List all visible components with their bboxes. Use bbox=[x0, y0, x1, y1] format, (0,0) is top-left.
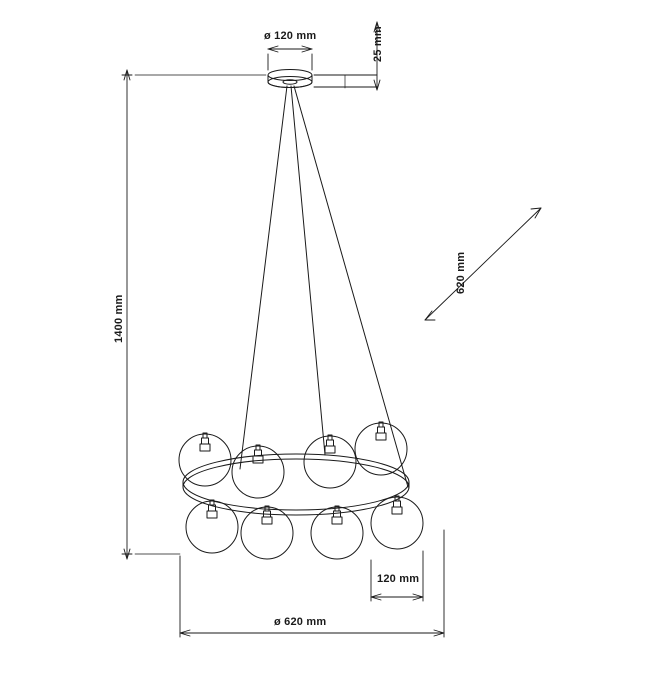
label-canopy-height: 25 mm bbox=[372, 26, 384, 62]
label-diagonal-depth: 620 mm bbox=[455, 251, 467, 294]
lamp-front-3 bbox=[311, 506, 363, 559]
lamp-back-1 bbox=[179, 433, 231, 486]
canopy bbox=[268, 70, 312, 88]
ring bbox=[183, 454, 409, 515]
dimension-diagonal-depth bbox=[425, 208, 541, 320]
label-canopy-diameter: ø 120 mm bbox=[264, 30, 317, 42]
lamp-front-1 bbox=[186, 500, 238, 553]
dimension-total-height bbox=[122, 70, 268, 559]
lamp-back-2 bbox=[232, 445, 284, 498]
dimension-canopy-diameter bbox=[268, 46, 312, 70]
label-ring-diameter: ø 620 mm bbox=[274, 616, 327, 628]
lamp-front-4 bbox=[371, 496, 423, 549]
label-globe-diameter: 120 mm bbox=[377, 573, 420, 585]
lamp-back-4 bbox=[355, 422, 407, 475]
label-total-height: 1400 mm bbox=[113, 294, 125, 343]
dimension-canopy-height bbox=[314, 22, 380, 90]
lamp-back-3 bbox=[304, 435, 356, 488]
extension-lines-height bbox=[135, 75, 266, 554]
